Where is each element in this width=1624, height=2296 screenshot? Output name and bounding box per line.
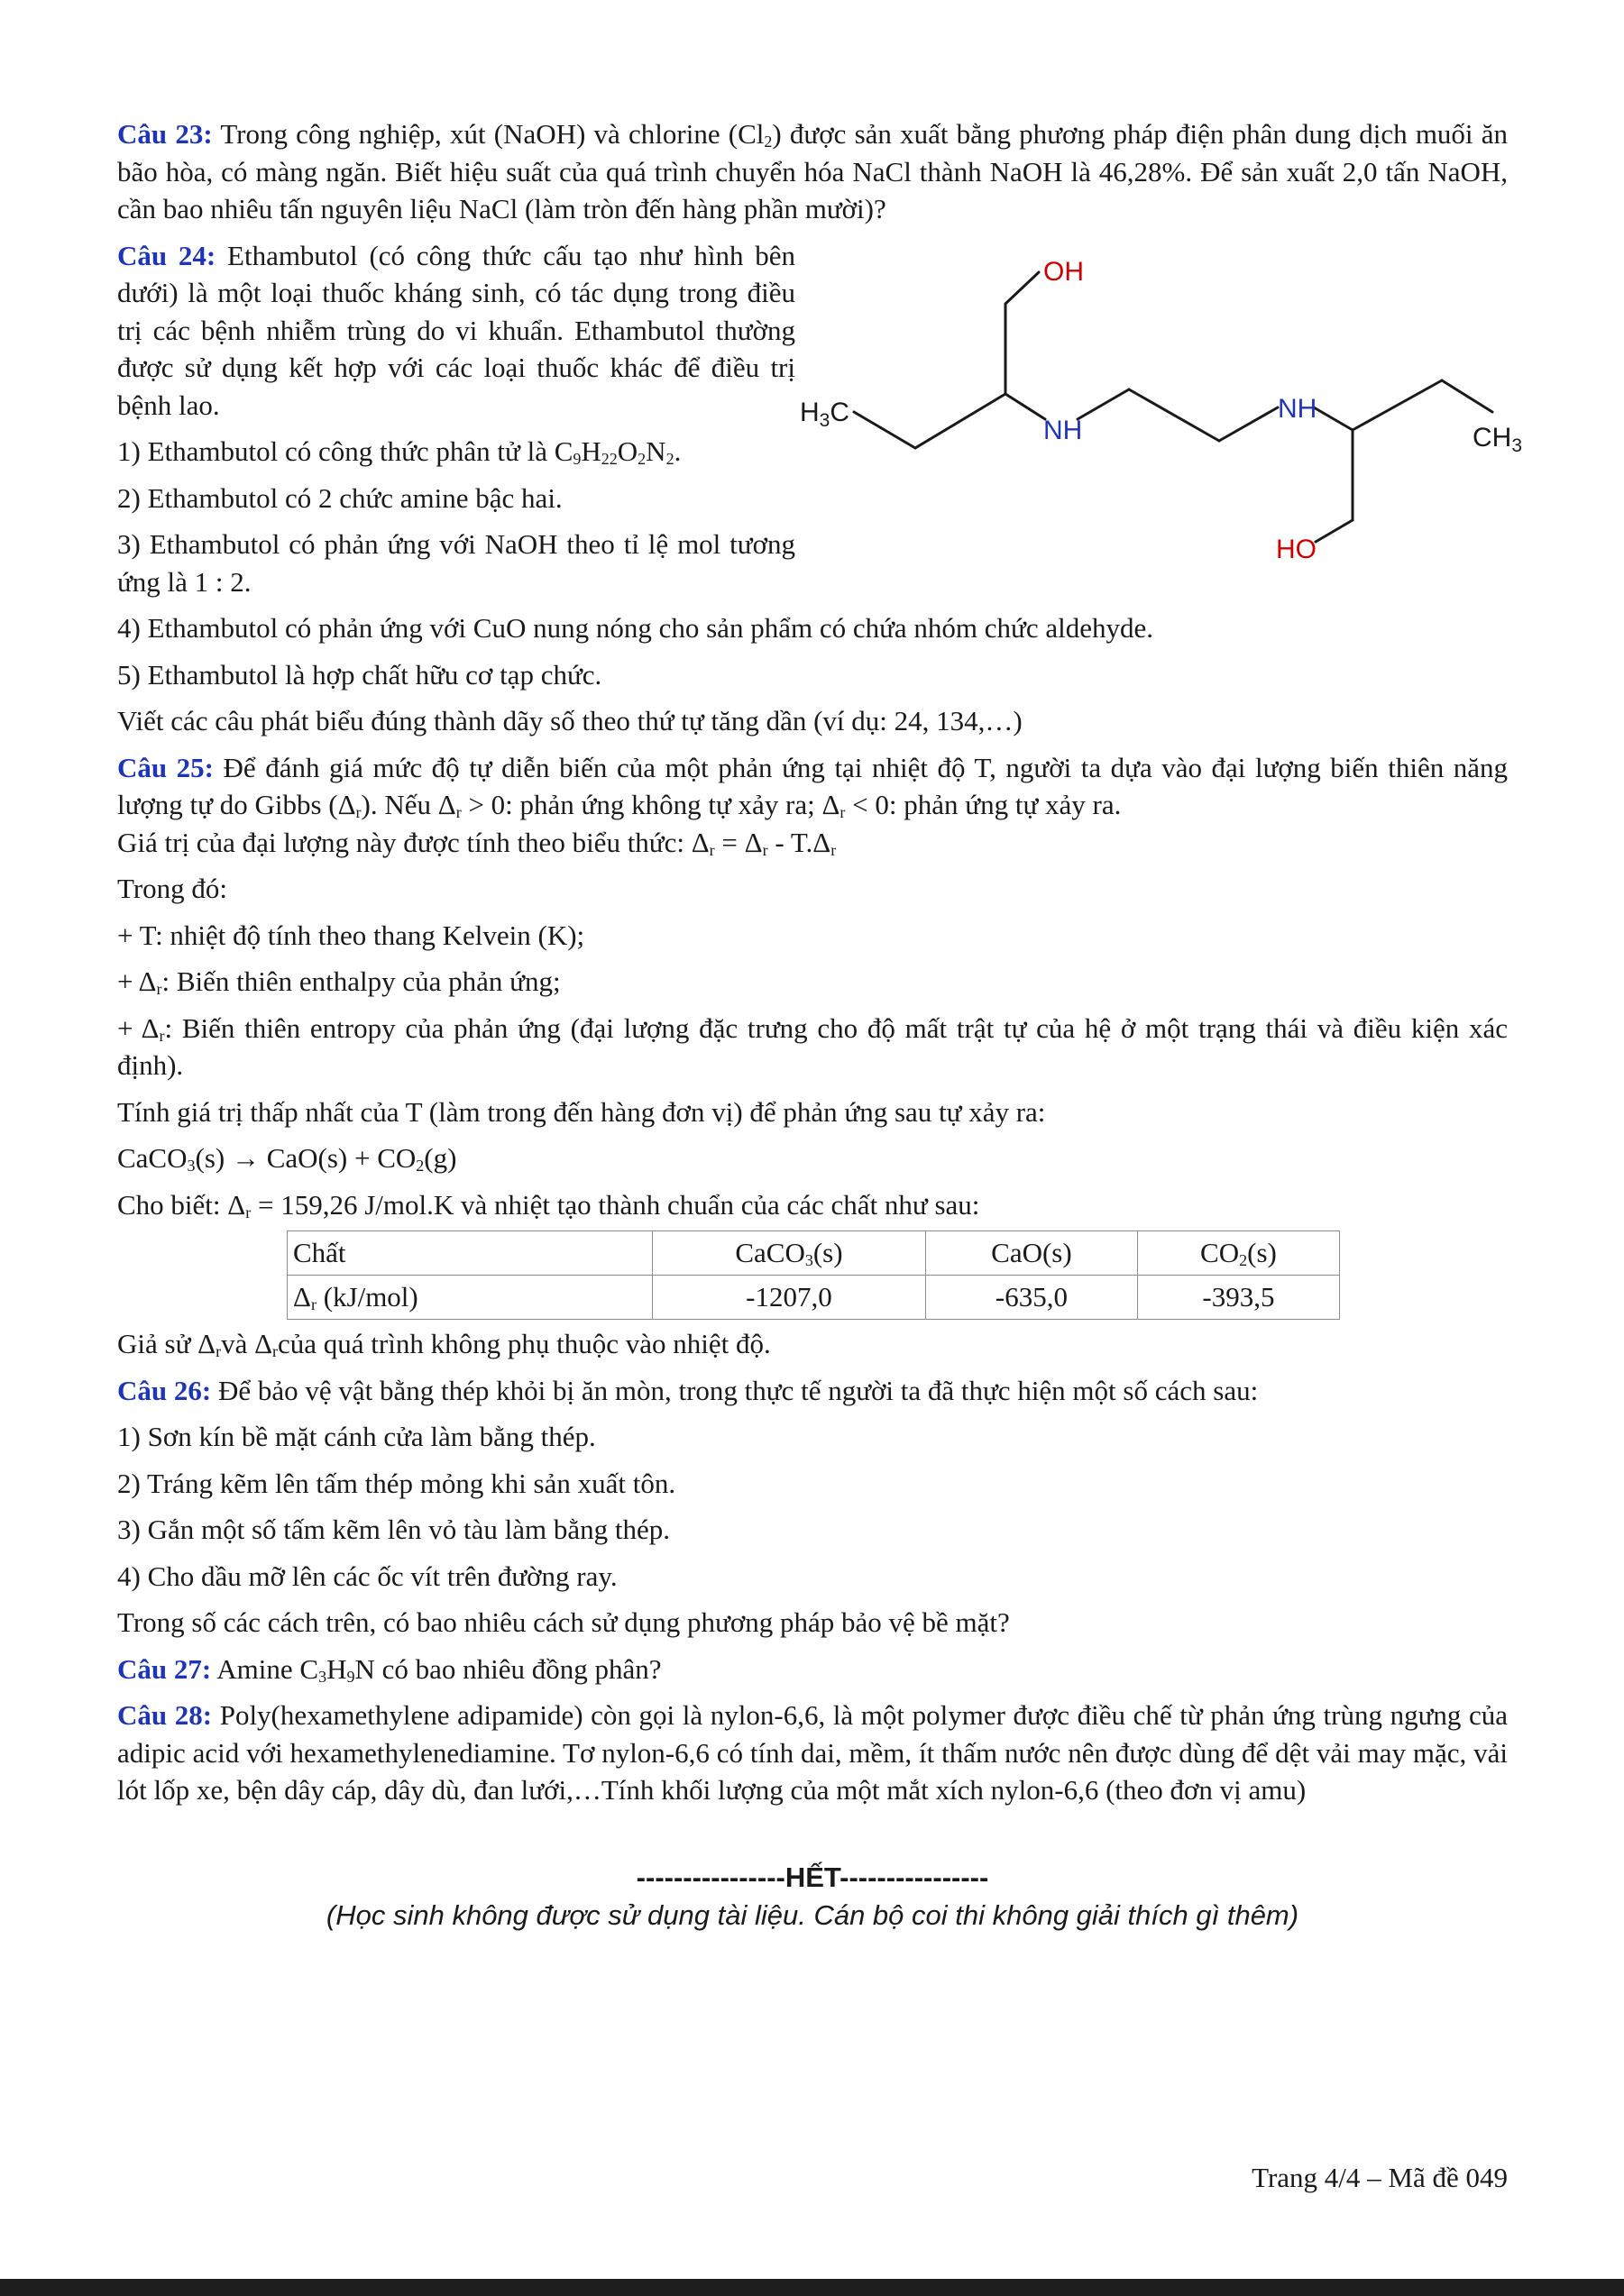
trong-do-label: Trong đó:: [117, 873, 228, 904]
exam-page: [117, 115, 1523, 1932]
bond: [1314, 407, 1353, 430]
table-header-cell: Chất: [288, 1231, 653, 1276]
reaction-equation: CaCO$_3$(s) → $CaO(s) + CO_2(g)$: [117, 1142, 457, 1175]
question-27-number: Câu 27:: [117, 1652, 212, 1685]
option-1: 1) Sơn kín bề mặt cánh cửa làm bằng thép.: [117, 1421, 596, 1452]
option-2: 2) Tráng kẽm lên tấm thép mỏng khi sản xuất tôn.: [117, 1467, 676, 1499]
table-header-cell: CaCO$_3$(s): [653, 1231, 926, 1276]
statement-4: 4) Ethambutol có phản ứng với CuO nung nóng cho sản phẩm có chứa nhóm chức aldehyde.: [117, 612, 1153, 644]
table-cell: -635,0: [925, 1276, 1137, 1320]
formation-enthalpy-table: [287, 1230, 1340, 1320]
question-25: Câu 25: Để đánh giá mức độ tự diễn biến của một phản ứng tại nhiệt độ T, người ta dựa vào đại lượng biến thiên năng lượng tự do Gibbs $(\Delta_r)$. Nếu $\Delta_r > 0$: phản ứng không tự xảy ra; $\Delta_r < 0$: phản ứng tự xảy ra.: [117, 751, 1509, 821]
bond: [854, 412, 915, 448]
bond: [1219, 407, 1278, 441]
bond: [1078, 389, 1129, 419]
option-3: 3) Gắn một số tấm kẽm lên vỏ tàu làm bằng thép.: [117, 1514, 670, 1545]
bond: [1005, 272, 1039, 304]
question-24: [117, 237, 1523, 601]
question-26: Câu 26: Để bảo vệ vật bằng thép khỏi bị ăn mòn, trong thực tế người ta đã thực hiện một số cách sau:: [117, 1374, 1259, 1406]
table-header-cell: $CO_2(s)$: [1137, 1231, 1339, 1276]
assumption-note: Giả sử $\Delta_rvà$ $\Delta_rcủa$ quá trình không phụ thuộc vào nhiệt độ.: [117, 1328, 771, 1360]
question-26-number: Câu 26:: [117, 1374, 212, 1406]
gibbs-formula: Giá trị của đại lượng này được tính theo biểu thức: $\Delta_r = \Delta_r - T.\Delta_r$: [117, 826, 837, 859]
question-28: Câu 28: Poly(hexamethylene adipamide) còn gọi là nylon-6,6, là một polymer được điều chế từ phản ứng trùng ngưng của adipic acid với hexamethylenediamine. Tơ nylon-6,6 có tính dai, mềm, ít thấm nước nên được dùng để dệt vải may mặc, vải lót lốp xe, bện dây cáp, dây dù, đan lưới,…Tính khối lượng của một mắt xích nylon-6,6 (theo đơn vị amu): [117, 1699, 1509, 1806]
bond: [1129, 389, 1219, 441]
statement-3: 3) Ethambutol có phản ứng với NaOH theo tỉ lệ mol tương ứng là 1 : 2.: [117, 528, 795, 598]
exam-note: (Học sinh không được sử dụng tài liệu. Cán bộ coi thi không giải thích gì thêm): [326, 1898, 1299, 1931]
question-23: Câu 23: Trong công nghiệp, xút (NaOH) và chlorine $(Cl_2)$ được sản xuất bằng phương pháp điện phân dung dịch muối ăn bão hòa, có màng ngăn. Biết hiệu suất của quá trình chuyển hóa NaCl thành NaOH là 46,28%. Để sản xuất 2,0 tấn NaOH, cần bao nhiêu tấn nguyên liệu NaCl (làm tròn đến hàng phần mười)?: [117, 118, 1509, 224]
nh-right-label: NH: [1278, 393, 1317, 424]
question-25-number: Câu 25:: [117, 751, 214, 783]
question-24-number: Câu 24:: [117, 239, 216, 271]
bond: [1442, 380, 1492, 412]
table-cell: -1207,0: [653, 1276, 926, 1320]
table-header-row: [288, 1231, 1340, 1276]
question-24-intro: Câu 24: Ethambutol (có công thức cấu tạo như hình bên dưới) là một loại thuốc kháng sinh, có tác dụng trong điều trị các bệnh nhiễm trùng do vi khuẩn. Ethambutol thường được sử dụng kết hợp với các loại thuốc khác để điều trị bệnh lao.: [117, 239, 795, 421]
statement-1: 1) Ethambutol có công thức phân tử là $C_9H_{22}O_2N_2$.: [117, 435, 682, 468]
ethambutol-structure: [800, 250, 1539, 583]
question-24-ask: Viết các câu phát biểu đúng thành dãy số theo thứ tự tăng dần (ví dụ: 24, 134,…): [117, 705, 1023, 736]
bond: [1353, 380, 1442, 430]
table-row: [288, 1276, 1340, 1320]
table-header-cell: CaO(s): [925, 1231, 1137, 1276]
h3c-label: $H_3C$: [800, 397, 850, 431]
definition-enthalpy: + $\Delta_r$: Biến thiên enthalpy của phản ứng;: [117, 965, 561, 998]
bond: [1005, 394, 1045, 419]
question-25-ask: Tính giá trị thấp nhất của T (làm trong đến hàng đơn vị) để phản ứng sau tự xảy ra:: [117, 1095, 1046, 1128]
ho-bottom-label: HO: [1276, 534, 1317, 564]
table-cell: $\Delta_r$ (kJ/mol): [288, 1276, 653, 1320]
page-footer: Trang 4/4 – Mã đề 049: [1252, 2162, 1508, 2193]
question-28-number: Câu 28:: [117, 1699, 213, 1731]
table-cell: -393,5: [1137, 1276, 1339, 1320]
bond: [915, 394, 1005, 448]
definition-t: + T: nhiệt độ tính theo thang Kelvein (K);: [117, 919, 585, 951]
end-marker: ----------------HẾT----------------: [636, 1861, 989, 1893]
question-26-ask: Trong số các cách trên, có bao nhiêu cách sử dụng phương pháp bảo vệ bề mặt?: [117, 1606, 1010, 1638]
definition-entropy: + $\Delta_r$: Biến thiên entropy của phản ứng (đại lượng đặc trưng cho độ mất trật tự của hệ ở một trạng thái và điều kiện xác định).: [117, 1011, 1508, 1081]
statement-2: 2) Ethambutol có 2 chức amine bậc hai.: [117, 481, 563, 514]
oh-top-label: OH: [1043, 256, 1084, 287]
question-23-number: Câu 23:: [117, 118, 213, 150]
ch3-label: $CH_3$: [1473, 422, 1523, 456]
bottom-bar: [0, 2279, 1624, 2296]
nh-left-label: NH: [1043, 415, 1083, 445]
statement-5: 5) Ethambutol là hợp chất hữu cơ tạp chức.: [117, 658, 602, 691]
question-27: Câu 27: Amine $C_3H_9N$ có bao nhiêu đồng phân?: [117, 1652, 662, 1686]
given-entropy: Cho biết: $\Delta_r = 159,26$ J/mol.K và nhiệt tạo thành chuẩn của các chất như sau:: [117, 1188, 980, 1221]
bond: [1316, 520, 1353, 542]
option-4: 4) Cho dầu mỡ lên các ốc vít trên đường ray.: [117, 1560, 618, 1592]
